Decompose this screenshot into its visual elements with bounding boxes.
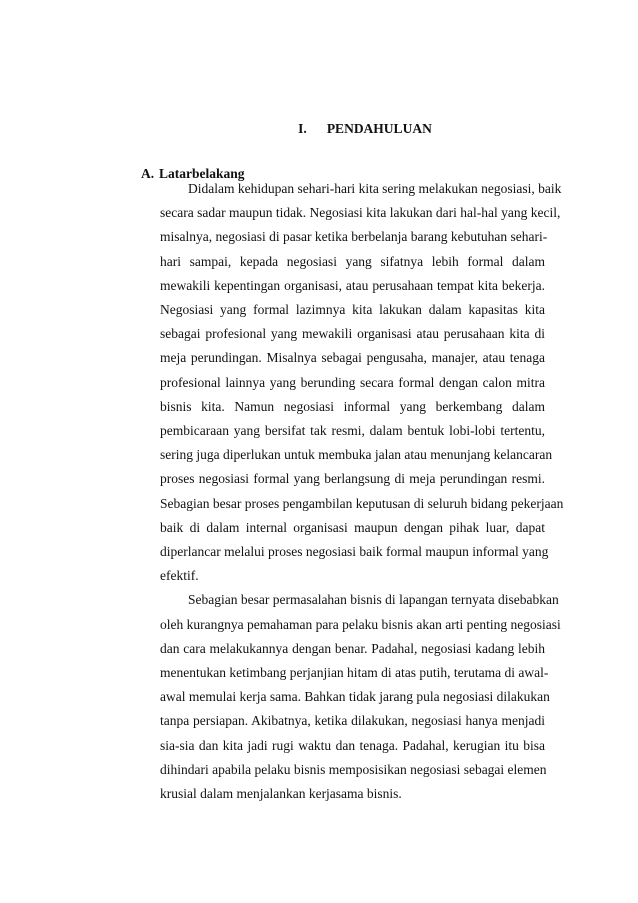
paragraph-line: dan cara melakukannya dengan benar. Padahal, negosiasi kadang lebih [160,640,545,656]
chapter-number: I. [298,121,307,136]
chapter-title [0,120,638,138]
paragraph-line: secara sadar maupun tidak. Negosiasi kita lakukan dari hal-hal yang kecil, [160,205,561,221]
chapter-title-text: PENDAHULUAN [326,121,432,136]
paragraph-line: dihindari apabila pelaku bisnis memposisikan negosiasi sebagai elemen [160,761,547,777]
paragraph-line: efektif. [160,568,199,584]
paragraph-line: Sebagian besar permasalahan bisnis di lapangan ternyata disebabkan [188,592,559,608]
paragraph-line: diperlancar melalui proses negosiasi baik formal maupun informal yang [160,544,549,560]
body-text [160,177,564,806]
paragraph-line: awal memulai kerja sama. Bahkan tidak jarang pula negosiasi dilakukan [160,689,550,705]
section-title: Latarbelakang [159,166,245,181]
paragraph-line: proses negosiasi formal yang berlangsung di meja perundingan resmi. [160,471,545,487]
paragraph-line: pembicaraan yang bersifat tak resmi, dalam bentuk lobi-lobi tertentu, [160,423,545,439]
paragraph-line: profesional lainnya yang berunding secara formal dengan calon mitra [160,374,545,390]
paragraph-1 [160,177,564,588]
paragraph-line: oleh kurangnya pemahaman para pelaku bisnis akan arti penting negosiasi [160,616,561,632]
paragraph-line: Sebagian besar proses pengambilan keputusan di seluruh bidang pekerjaan [160,495,564,511]
paragraph-line: bisnis kita. Namun negosiasi informal yang berkembang dalam [160,398,545,414]
paragraph-line: krusial dalam menjalankan kerjasama bisnis. [160,786,402,802]
paragraph-line: sebagai profesional yang mewakili organisasi atau perusahaan kita di [160,326,545,342]
paragraph-line: sia-sia dan kita jadi rugi waktu dan tenaga. Padahal, kerugian itu bisa [160,737,545,753]
paragraph-line: menentukan ketimbang perjanjian hitam di atas putih, terutama di awal- [160,665,549,681]
section-letter: A. [141,166,155,181]
paragraph-line: meja perundingan. Misalnya sebagai pengusaha, manajer, atau tenaga [160,350,545,366]
paragraph-line: hari sampai, kepada negosiasi yang sifatnya lebih formal dalam [160,253,545,269]
paragraph-2 [160,588,561,806]
paragraph-line: mewakili kepentingan organisasi, atau perusahaan tempat kita bekerja. [160,277,545,293]
paragraph-line: baik di dalam internal organisasi maupun dengan pihak luar, dapat [160,519,545,535]
paragraph-line: tanpa persiapan. Akibatnya, ketika dilakukan, negosiasi hanya menjadi [160,713,545,729]
paragraph-line: Didalam kehidupan sehari-hari kita sering melakukan negosiasi, baik [188,181,562,196]
paragraph-line: misalnya, negosiasi di pasar ketika berbelanja barang kebutuhan sehari- [160,229,548,245]
paragraph-line: Negosiasi yang formal lazimnya kita lakukan dalam kapasitas kita [160,302,545,318]
paragraph-line: sering juga diperlukan untuk membuka jalan atau menunjang kelancaran [160,447,553,463]
